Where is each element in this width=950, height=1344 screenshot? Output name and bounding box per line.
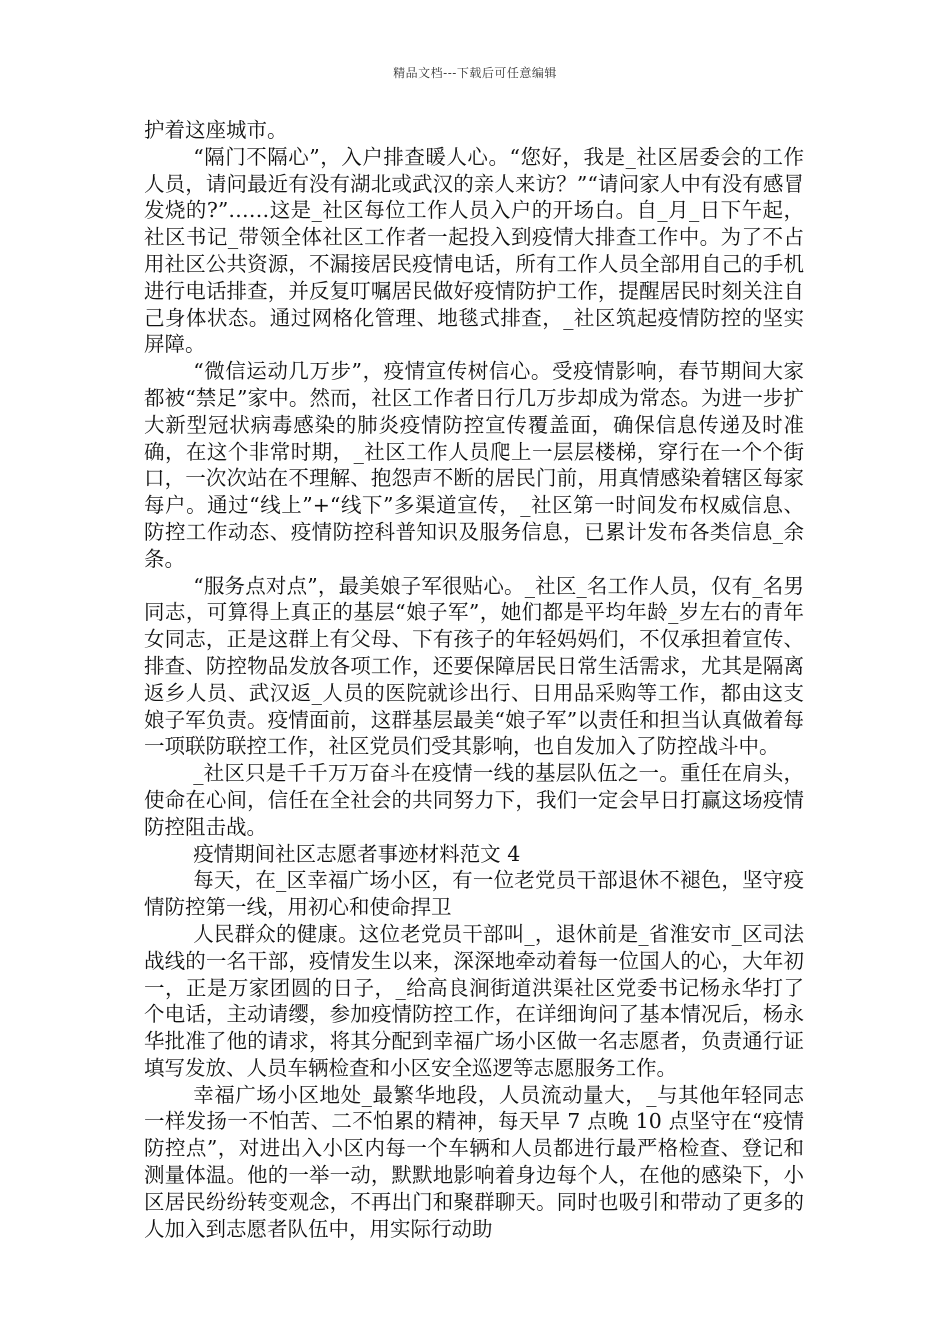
paragraph-2: “微信运动几万步”，疫情宣传树信心。受疫情影响，春节期间大家都被“禁足”家中。然而，社区工作者日行几万步却成为常态。为进一步扩大新型冠状病毒感染的肺炎疫情防控宣传覆盖面，确保信息传递及时准确，在这个非常时期，_社区工作人员爬上一层层楼梯，穿行在一个个街口，一次次站在不理解、抱怨声不断的居民门前，用真情感染着辖区每家每户。通过“线上”+“线下”多渠道宣传，_社区第一时间发布权威信息、防控工作动态、疫情防控科普知识及服务信息，已累计发布各类信息_余条。	[144, 359, 804, 571]
paragraph-8: 幸福广场小区地处_最繁华地段，人员流动量大，_与其他年轻同志一样发扬一不怕苦、二不怕累的精神，每天早 7 点晚 10 点坚守在“疫情防控点”，对进出入小区内每一个车辆和人员都进行最严格检查、登记和测量体温。他的一举一动，默默地影响着身边每个人，在他的感染下，小区居民纷纷转变观念，不再出门和聚群聊天。同时也吸引和带动了更多的人加入到志愿者队伍中，用实际行动助	[144, 1082, 804, 1241]
paragraph-7: 人民群众的健康。这位老党员干部叫_，退休前是_省淮安市_区司法战线的一名干部，疫情发生以来，深深地牵动着每一位国人的心，大年初一，正是万家团圆的日子，_给高良涧街道洪渠社区党委书记杨永华打了个电话，主动请缨，参加疫情防控工作，在详细询问了基本情况后，杨永华批准了他的请求，将其分配到幸福广场小区做一名志愿者，负责通行证填写发放、人员车辆检查和小区安全巡逻等志愿服务工作。	[144, 921, 804, 1080]
section-heading: 疫情期间社区志愿者事迹材料范文 4	[193, 841, 521, 866]
paragraph-3: “服务点对点”，最美娘子军很贴心。_社区_名工作人员，仅有_名男同志，可算得上真正的基层“娘子军”，她们都是平均年龄_岁左右的青年女同志，正是这群上有父母、下有孩子的年轻妈妈们，不仅承担着宣传、排查、防控物品发放各项工作，还要保障居民日常生活需求，尤其是隔离返乡人员、武汉返_人员的医院就诊出行、日用品采购等工作，都由这支娘子军负责。疫情面前，这群基层最美“娘子军”以责任和担当认真做着每一项联防联控工作，社区党员们受其影响，也自发加入了防控战斗中。	[144, 573, 804, 759]
document-body	[144, 117, 804, 1242]
page-header: 精品文档---下载后可任意编辑	[393, 66, 557, 80]
paragraph-0: 护着这座城市。	[144, 118, 288, 142]
paragraph-1: “隔门不隔心”，入户排查暖人心。“您好，我是_社区居委会的工作人员，请问最近有没有湖北或武汉的亲人来访？”“请问家人中有没有感冒发烧的?”……这是_社区每位工作人员入户的开场白。自_月_日下午起，社区书记_带领全体社区工作者一起投入到疫情大排查工作中。为了不占用社区公共资源，不漏接居民疫情电话，所有工作人员全部用自己的手机进行电话排查，并反复叮嘱居民做好疫情防护工作，提醒居民时刻关注自己身体状态。通过网格化管理、地毯式排查，_社区筑起疫情防控的坚实屏障。	[144, 144, 804, 357]
paragraph-4: _社区只是千千万万奋斗在疫情一线的基层队伍之一。重任在肩头，使命在心间，信任在全社会的共同努力下，我们一定会早日打赢这场疫情防控阻击战。	[144, 761, 804, 839]
paragraph-6: 每天，在_区幸福广场小区，有一位老党员干部退休不褪色，坚守疫情防控第一线，用初心和使命捍卫	[144, 868, 804, 920]
